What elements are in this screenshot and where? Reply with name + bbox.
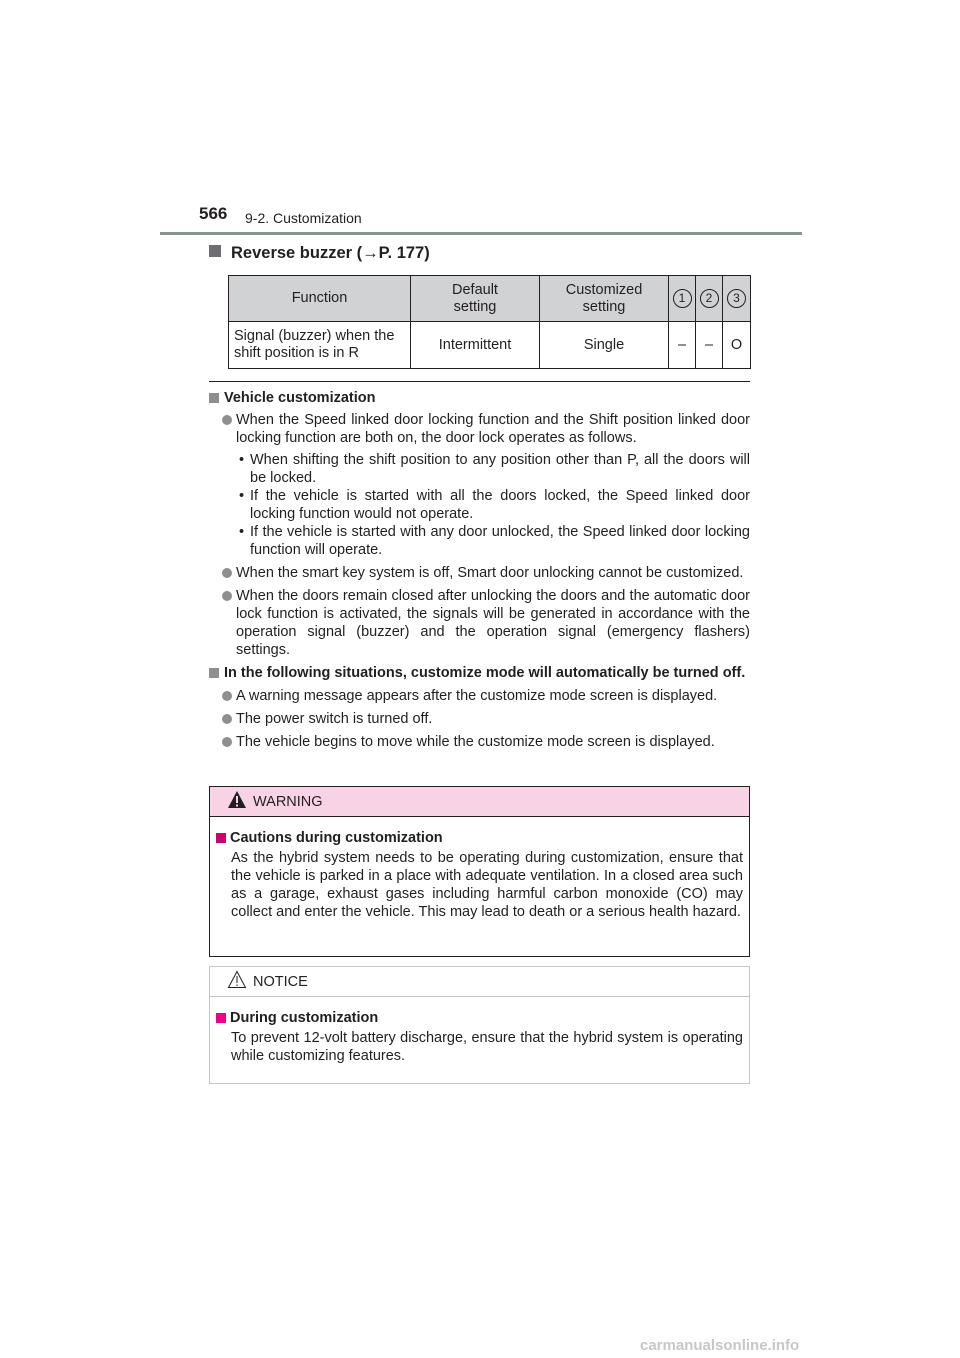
- bullet-point-icon: •: [239, 452, 245, 468]
- list-subitem: • If the vehicle is started with all the doors locked, the Speed linked door locking function would not operate.: [239, 488, 750, 522]
- warning-box: [209, 786, 750, 957]
- cell-method-3: O: [723, 322, 751, 369]
- caution-triangle-icon: [227, 970, 247, 989]
- heading-square-icon: [209, 668, 219, 678]
- notice-body: [210, 997, 749, 1065]
- arrow-icon: →: [362, 244, 379, 262]
- reverse-buzzer-heading: Reverse buzzer (→P. 177): [209, 244, 430, 263]
- notice-text: To prevent 12-volt battery discharge, ensure that the hybrid system is operating while customizing features.: [231, 1030, 743, 1064]
- list-item: When the Speed linked door locking function and the Shift position linked door locking function are both on, the door lock operates as follows.: [209, 411, 750, 447]
- heading-square-icon: [209, 245, 221, 257]
- header-divider: [160, 232, 802, 235]
- warning-heading: Cautions during customization: [216, 829, 743, 847]
- list-item: The power switch is turned off.: [209, 710, 750, 728]
- circled-3-icon: 3: [727, 289, 746, 308]
- column-header-customized: Customized setting: [540, 276, 669, 322]
- bullet-dot-icon: [222, 737, 232, 747]
- watermark: carmanualsonline.info: [640, 1337, 800, 1354]
- bullet-dot-icon: [222, 415, 232, 425]
- list-item: The vehicle begins to move while the customize mode screen is displayed.: [209, 733, 750, 751]
- page-reference-link[interactable]: P. 177): [378, 244, 430, 262]
- notice-box: [209, 966, 750, 1084]
- circled-1-icon: 1: [673, 289, 692, 308]
- cell-customized: Single: [540, 322, 669, 369]
- column-header-2: [696, 276, 723, 322]
- list-subitem: • When shifting the shift position to any position other than P, all the doors will be locked.: [239, 452, 750, 486]
- warning-header: [210, 787, 749, 817]
- page-number: 566: [199, 204, 228, 223]
- cell-method-2: –: [696, 322, 723, 369]
- section-title: 9-2. Customization: [245, 210, 362, 226]
- customization-table: [228, 275, 751, 369]
- heading-square-icon: [216, 1013, 226, 1023]
- heading-square-icon: [209, 393, 219, 403]
- auto-off-heading: In the following situations, customize mode will automatically be turned off.: [209, 664, 750, 682]
- section-divider: [209, 381, 750, 382]
- cell-method-1: –: [669, 322, 696, 369]
- bullet-dot-icon: [222, 591, 232, 601]
- heading-square-icon: [216, 833, 226, 843]
- bullet-dot-icon: [222, 691, 232, 701]
- warning-triangle-icon: [227, 790, 247, 809]
- notice-heading: During customization: [216, 1009, 743, 1027]
- bullet-dot-icon: [222, 568, 232, 578]
- list-item: When the smart key system is off, Smart door unlocking cannot be customized.: [209, 564, 750, 582]
- vehicle-customization-heading: Vehicle customization: [209, 389, 750, 407]
- notice-label: NOTICE: [253, 974, 308, 990]
- list-item: When the doors remain closed after unlocking the doors and the automatic door lock function is activated, the signals will be generated in accordance with the operation signal (buzzer) and the operation signal (emergency flashers) settings.: [209, 587, 750, 659]
- bullet-point-icon: •: [239, 524, 245, 540]
- list-subitem: • If the vehicle is started with any door unlocked, the Speed linked door locking function will operate.: [239, 524, 750, 558]
- cell-default: Intermittent: [411, 322, 540, 369]
- notes-section: [209, 389, 750, 751]
- table-header-row: [229, 276, 751, 322]
- column-header-1: [669, 276, 696, 322]
- table-row: [229, 322, 751, 369]
- warning-body: [210, 817, 749, 921]
- column-header-3: [723, 276, 751, 322]
- column-header-function: Function: [229, 276, 411, 322]
- circled-2-icon: 2: [700, 289, 719, 308]
- warning-text: As the hybrid system needs to be operating during customization, ensure that the vehicle is parked in a place with adequate ventilation. In a closed area such as a garage, exhaust gases including harmful carbon monoxide (CO) may collect and enter the vehicle. This may lead to death or a serious health hazard.: [231, 850, 743, 920]
- warning-label: WARNING: [253, 794, 323, 810]
- notice-header: [210, 967, 749, 997]
- cell-function: Signal (buzzer) when the shift position is in R: [229, 322, 411, 369]
- bullet-dot-icon: [222, 714, 232, 724]
- bullet-point-icon: •: [239, 488, 245, 504]
- column-header-default: Default setting: [411, 276, 540, 322]
- list-item: A warning message appears after the customize mode screen is displayed.: [209, 687, 750, 705]
